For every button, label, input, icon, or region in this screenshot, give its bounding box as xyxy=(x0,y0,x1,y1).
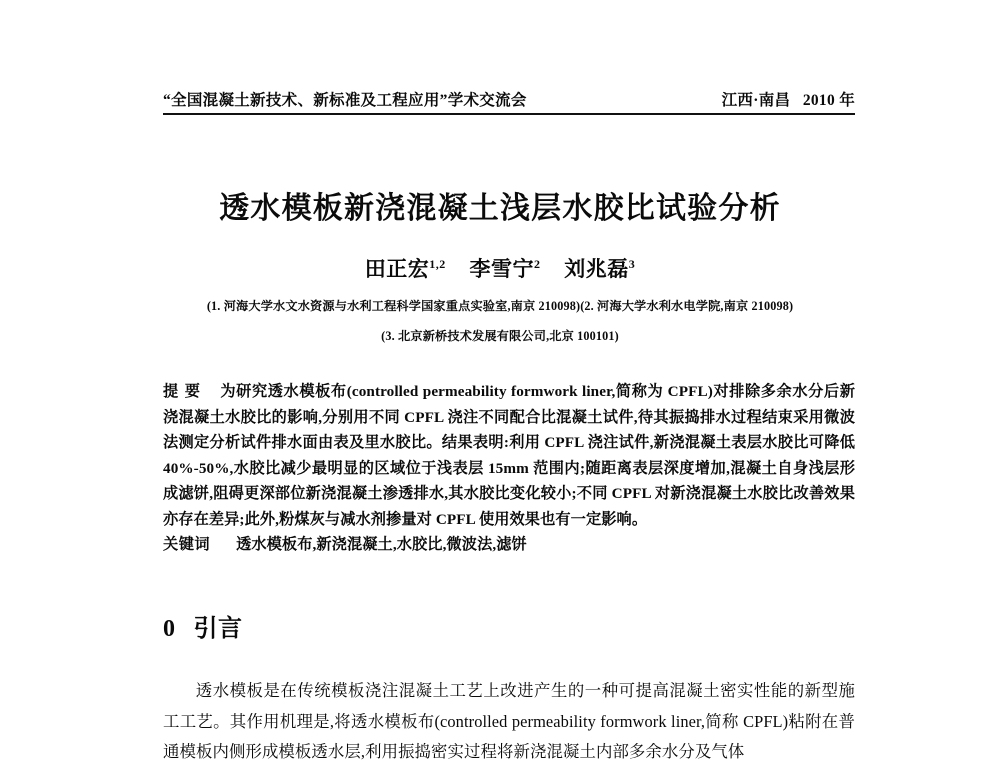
header-conference-name: “全国混凝土新技术、新标准及工程应用”学术交流会 xyxy=(163,92,527,109)
page-title: 透水模板新浇混凝土浅层水胶比试验分析 xyxy=(219,192,781,226)
running-header xyxy=(163,88,855,112)
abstract-label: 提要 xyxy=(163,383,207,400)
author-entry xyxy=(470,257,541,281)
header-location-year: 江西·南昌 2010 年 xyxy=(721,92,855,109)
author-affiliation-marker: 3 xyxy=(628,257,636,271)
author-affiliation-marker: 2 xyxy=(534,257,541,271)
author-name: 刘兆磊 xyxy=(564,257,629,281)
keywords-text: 透水模板布,新浇混凝土,水胶比,微波法,滤饼 xyxy=(236,536,527,553)
body-paragraph: 透水模板是在传统模板浇注混凝土工艺上改进产生的一种可提高混凝土密实性能的新型施工工艺。其作用机理是,将透水模板布(controlled permeability formwork liner,简称 CPFL)粘附在普通模板内侧形成模板透水层,利用振捣密实过程将新浇混凝土内部多余水分及气体 xyxy=(163,681,855,760)
keywords-line xyxy=(163,532,855,558)
author-name: 田正宏 xyxy=(364,257,430,281)
affiliation-line: (3. 北京新桥技术发展有限公司,北京 100101) xyxy=(381,329,619,343)
author-entry xyxy=(365,257,446,281)
abstract-text: 为研究透水模板布(controlled permeability formwork liner,简称为 CPFL)对排除多余水分后新浇混凝土水胶比的影响,分别用不同 CPFL 浇注不同配合比混凝土试件,待其振捣排水过程结束采用微波法测定分析试件排水面由表及里水胶比。结果表明:利用 CPFL 浇注试件,新浇混凝土表层水胶比可降低 40%-50%,水胶比减少最明显的区域位于浅表层 15mm 范围内;随距离表层深度增加,混凝土自身浅层形成滤饼,阻碍更深部位新浇混凝土渗透排水,其水胶比变化较小;不同 CPFL 对新浇混凝土水胶比改善效果亦存在差异;此外,粉煤灰与减水剂掺量对 CPFL 使用效果也有一定影响。 xyxy=(163,383,855,528)
section-heading xyxy=(163,608,243,643)
keywords-label: 关键词 xyxy=(163,536,211,553)
section-number: 0 xyxy=(163,616,176,642)
body-text-block xyxy=(163,676,855,760)
abstract-paragraph xyxy=(163,379,855,532)
section-title: 引言 xyxy=(193,616,243,642)
affiliation-line: (1. 河海大学水文水资源与水利工程科学国家重点实验室,南京 210098)(2. 河海大学水利水电学院,南京 210098) xyxy=(206,299,794,313)
abstract-block xyxy=(163,379,855,558)
author-list xyxy=(0,253,1000,283)
author-entry xyxy=(564,257,635,281)
author-affiliation-marker: 1,2 xyxy=(429,257,446,271)
author-name: 李雪宁 xyxy=(469,257,534,281)
header-divider-rule xyxy=(163,113,855,115)
